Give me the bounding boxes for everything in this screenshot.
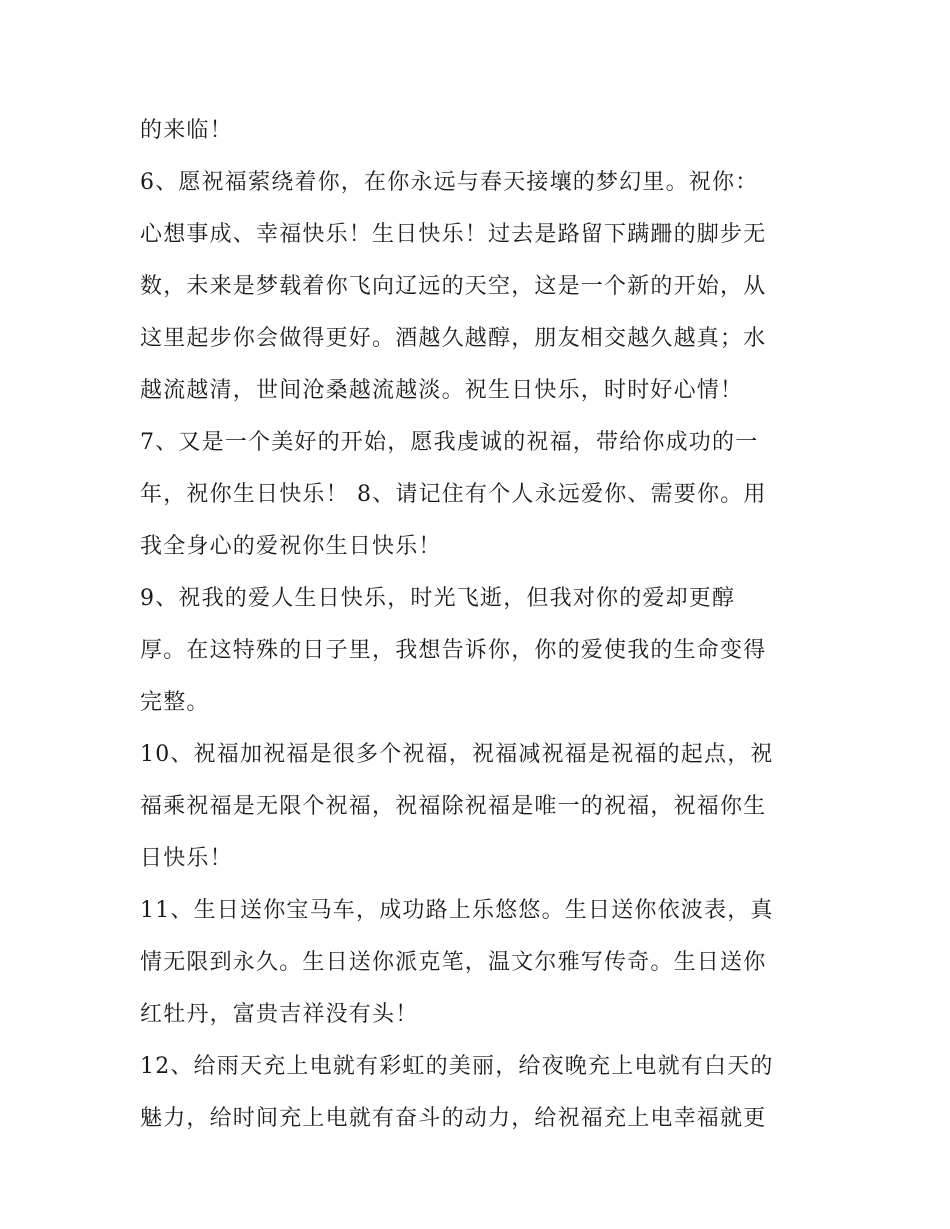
text-line: 的来临！ xyxy=(140,118,233,143)
text-line: 红牡丹，富贵吉祥没有头！ xyxy=(140,1002,419,1027)
text-line: 6、愿祝福萦绕着你，在你永远与春天接壤的梦幻里。祝你： xyxy=(140,170,759,195)
text-line: 厚。在这特殊的日子里，我想告诉你，你的爱使我的生命变得 xyxy=(140,638,767,663)
text-line: 福乘祝福是无限个祝福，祝福除祝福是唯一的祝福，祝福你生 xyxy=(140,794,767,819)
text-line: 情无限到永久。生日送你派克笔，温文尔雅写传奇。生日送你 xyxy=(140,950,767,975)
text-line: 完整。 xyxy=(140,690,210,715)
text-line: 11、生日送你宝马车，成功路上乐悠悠。生日送你依波表，真 xyxy=(140,898,774,923)
text-line: 12、给雨天充上电就有彩虹的美丽，给夜晚充上电就有白天的 xyxy=(140,1054,774,1079)
text-line: 数，未来是梦载着你飞向辽远的天空，这是一个新的开始，从 xyxy=(140,274,767,299)
text-line: 这里起步你会做得更好。酒越久越醇，朋友相交越久越真；水 xyxy=(140,326,767,351)
text-line: 10、祝福加祝福是很多个祝福，祝福减祝福是祝福的起点，祝 xyxy=(140,742,774,767)
text-line: 魅力，给时间充上电就有奋斗的动力，给祝福充上电幸福就更 xyxy=(140,1106,767,1131)
text-line: 7、又是一个美好的开始，愿我虔诚的祝福，带给你成功的一 xyxy=(140,430,759,455)
text-line: 9、祝我的爱人生日快乐，时光飞逝，但我对你的爱却更醇 xyxy=(140,586,736,611)
text-line: 心想事成、幸福快乐！生日快乐！过去是路留下蹒跚的脚步无 xyxy=(140,222,767,247)
text-line: 年，祝你生日快乐！ 8、请记住有个人永远爱你、需要你。用 xyxy=(140,482,767,507)
text-line: 越流越清，世间沧桑越流越淡。祝生日快乐，时时好心情！ xyxy=(140,378,744,403)
text-line: 日快乐！ xyxy=(140,846,233,871)
document-body xyxy=(140,105,815,1145)
text-line: 我全身心的爱祝你生日快乐！ xyxy=(140,534,442,559)
